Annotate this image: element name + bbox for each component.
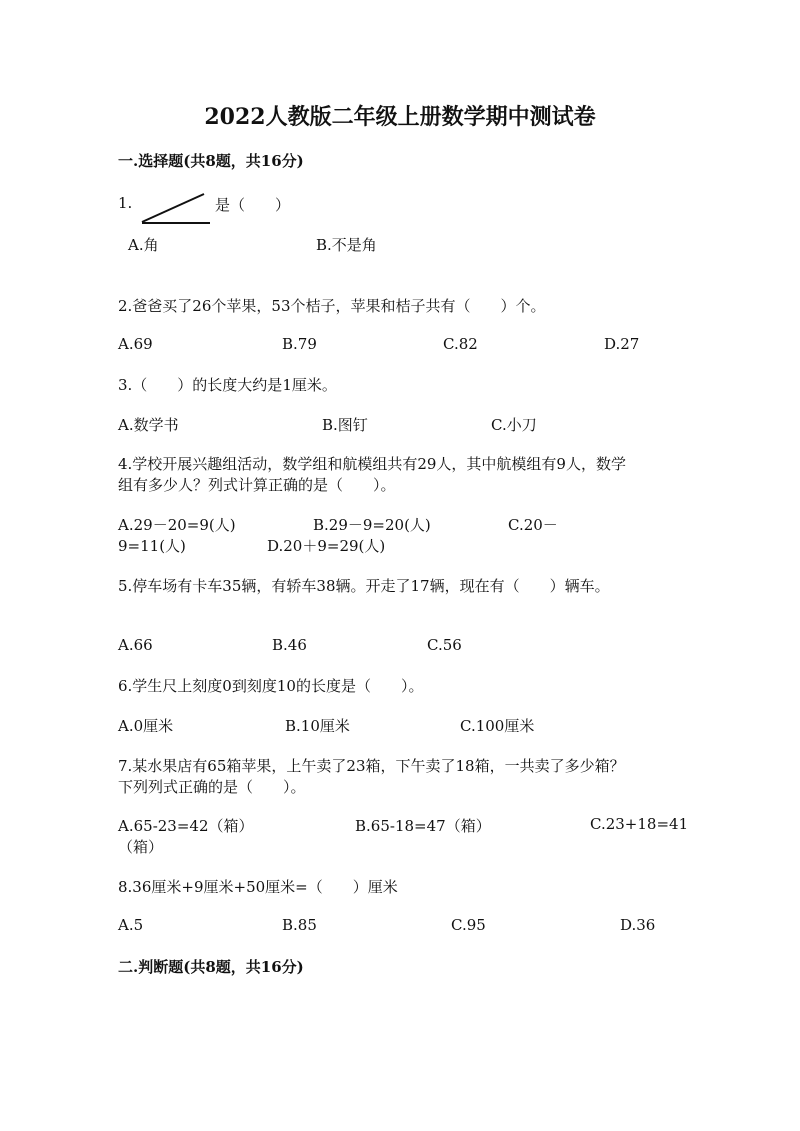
q8-option-a: A.5 bbox=[118, 916, 144, 934]
q4-option-c-cont: 9=11(人) bbox=[118, 537, 186, 555]
q4-option-d: D.20＋9=29(人) bbox=[267, 537, 386, 555]
q6-stem: 6.学生尺上刻度0到刻度10的长度是（ ）。 bbox=[118, 677, 424, 695]
q4-option-a: A.29－20=9(人) bbox=[118, 516, 236, 534]
q6-option-a: A.0厘米 bbox=[118, 717, 174, 735]
q3-stem: 3.（ ）的长度大约是1厘米。 bbox=[118, 376, 337, 394]
q7-option-c-cont: （箱） bbox=[118, 838, 164, 856]
q8-stem: 8.36厘米+9厘米+50厘米=（ ）厘米 bbox=[118, 878, 398, 896]
q3-option-c: C.小刀 bbox=[491, 416, 537, 434]
q6-option-b: B.10厘米 bbox=[285, 717, 350, 735]
q6-option-c: C.100厘米 bbox=[460, 717, 535, 735]
page-title: 2022人教版二年级上册数学期中测试卷 bbox=[204, 104, 596, 130]
q7-option-c: C.23+18=41 bbox=[590, 815, 689, 833]
section-heading-choice: 一.选择题(共8题，共16分) bbox=[118, 152, 304, 170]
q1-number: 1. bbox=[118, 194, 133, 212]
q1-option-a: A.角 bbox=[128, 236, 159, 254]
q2-option-d: D.27 bbox=[604, 335, 640, 353]
q3-option-a: A.数学书 bbox=[118, 416, 179, 434]
q5-option-b: B.46 bbox=[272, 636, 307, 654]
q2-option-c: C.82 bbox=[443, 335, 478, 353]
q1-stem: 是（ ） bbox=[215, 196, 291, 214]
q8-option-c: C.95 bbox=[451, 916, 486, 934]
q7-option-a: A.65-23=42（箱） bbox=[118, 817, 254, 835]
q2-option-a: A.69 bbox=[118, 335, 153, 353]
angle-ray-upper bbox=[142, 194, 204, 222]
angle-figure bbox=[140, 192, 216, 228]
q1-option-b: B.不是角 bbox=[316, 236, 377, 254]
q7-stem-line1: 7.某水果店有65箱苹果，上午卖了23箱，下午卖了18箱，一共卖了多少箱？ bbox=[118, 757, 625, 775]
q4-stem-line2: 组有多少人？列式计算正确的是（ ）。 bbox=[118, 476, 396, 494]
q3-option-b: B.图钉 bbox=[322, 416, 368, 434]
q4-stem-line1: 4.学校开展兴趣组活动，数学组和航模组共有29人，其中航模组有9人，数学 bbox=[118, 455, 626, 473]
section-heading-judgement: 二.判断题(共8题，共16分) bbox=[118, 958, 304, 976]
q4-option-b: B.29－9=20(人) bbox=[313, 516, 431, 534]
q5-option-c: C.56 bbox=[427, 636, 462, 654]
q5-stem: 5.停车场有卡车35辆，有轿车38辆。开走了17辆，现在有（ ）辆车。 bbox=[118, 577, 610, 595]
q7-option-b: B.65-18=47（箱） bbox=[355, 817, 491, 835]
q4-option-c: C.20－ bbox=[508, 516, 558, 534]
q8-option-b: B.85 bbox=[282, 916, 317, 934]
q7-stem-line2: 下列列式正确的是（ ）。 bbox=[118, 778, 306, 796]
q2-option-b: B.79 bbox=[282, 335, 317, 353]
q8-option-d: D.36 bbox=[620, 916, 656, 934]
q5-option-a: A.66 bbox=[118, 636, 153, 654]
q2-stem: 2.爸爸买了26个苹果，53个桔子，苹果和桔子共有（ ）个。 bbox=[118, 297, 546, 315]
